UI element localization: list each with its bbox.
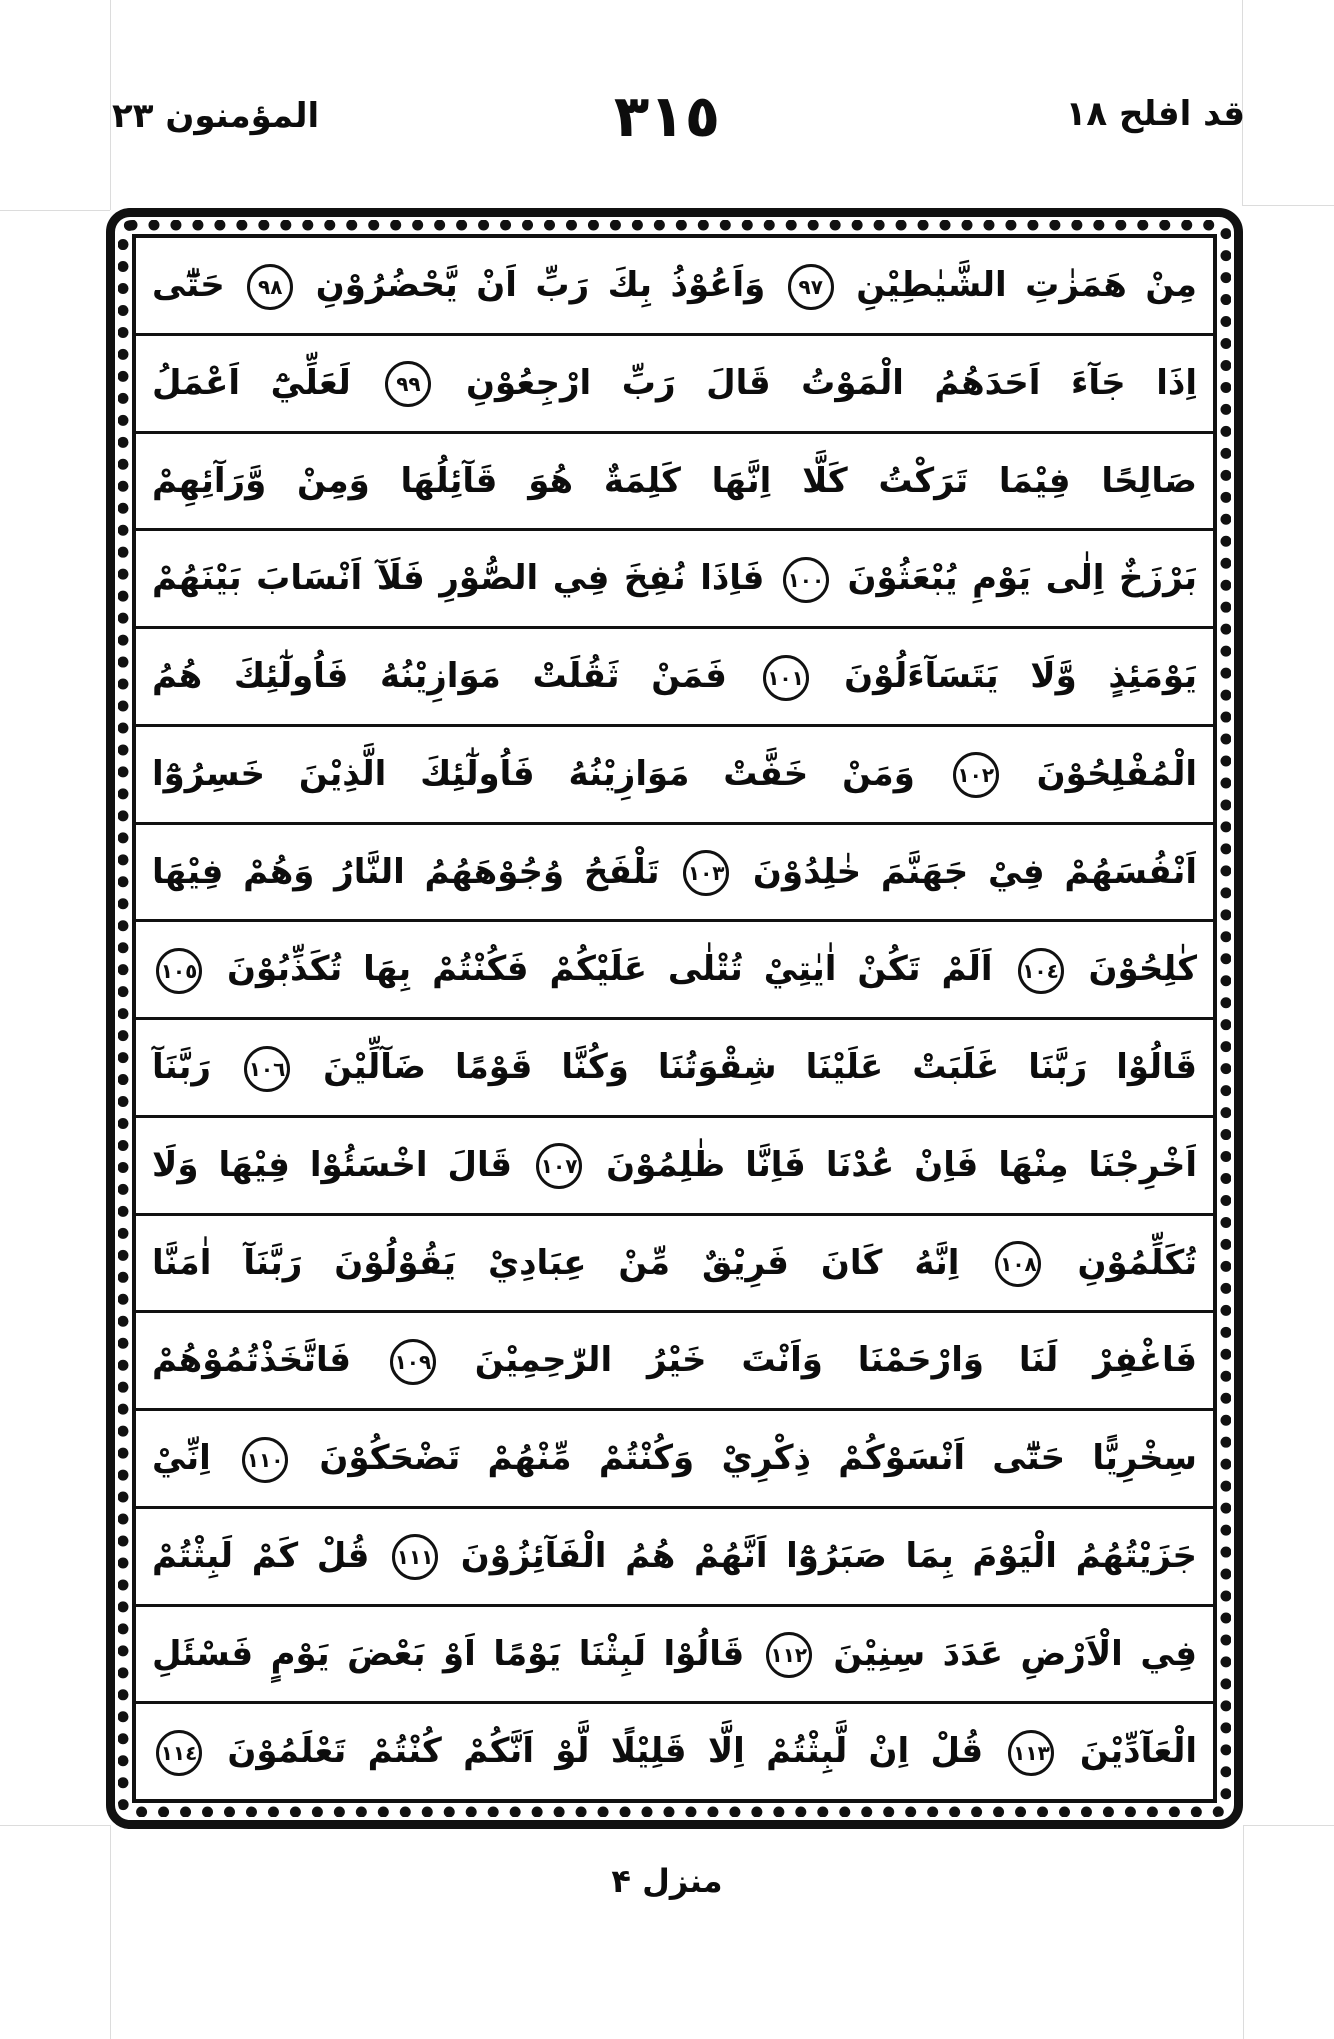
quran-line [136,1313,1213,1411]
fold-mark-bottom-right-v [1243,1825,1244,2039]
quran-text-segment: تُكَلِّمُوْنِ [1077,1242,1198,1283]
quran-line [136,531,1213,629]
ayah-number-marker: ١٠٣ [683,850,729,896]
page-frame [106,208,1243,1829]
quran-text-segment: الْمُفْلِحُوْنَ [1036,753,1198,794]
quran-line [136,1411,1213,1509]
quran-line [136,1607,1213,1705]
fold-mark-bottom-right-h [1243,1825,1334,1826]
quran-line [136,238,1213,336]
ayah-number-marker: ١٠٨ [995,1241,1041,1287]
quran-line [136,1020,1213,1118]
ayah-number-marker: ١١٢ [766,1632,812,1678]
beaded-border [118,220,1231,1817]
quran-line [136,629,1213,727]
ayah-number-marker: ١٠٥ [156,948,202,994]
quran-text-segment: تَلْفَحُ وُجُوْهَهُمُ النَّارُ وَهُمْ فِيْهَا [152,851,660,892]
quran-text-segment: اَلَمْ تَكُنْ اٰيٰتِيْ تُتْلٰى عَلَيْكُمْ فَكُنْتُمْ بِهَا تُكَذِّبُوْنَ [226,949,993,990]
quran-text-segment: فَاغْفِرْ لَنَا وَارْحَمْنَا وَاَنْتَ خَيْرُ الرّٰحِمِيْنَ [474,1340,1197,1381]
ayah-number-marker: ٩٩ [385,361,431,407]
ayah-number-marker: ١١٣ [1008,1730,1054,1776]
fold-mark-bottom-left-h [0,1825,110,1826]
ayah-number-marker: ١١٠ [242,1437,288,1483]
ayah-number-marker: ١١٤ [156,1730,202,1776]
ayah-number-marker: ١٠٩ [390,1339,436,1385]
quran-text-segment: اِذَا جَآءَ اَحَدَهُمُ الْمَوْتُ قَالَ رَبِّ ارْجِعُوْنِ [465,362,1197,403]
quran-lines [132,234,1217,1803]
quran-text-segment: اَخْرِجْنَا مِنْهَا فَاِنْ عُدْنَا فَاِنَّا ظٰلِمُوْنَ [606,1144,1197,1185]
quran-text-segment: رَبَّنَآ [152,1047,211,1087]
ayah-number-marker: ١٠٢ [953,752,999,798]
ayah-number-marker: ٩٧ [788,264,834,310]
quran-line [136,922,1213,1020]
ayah-number-marker: ١١١ [392,1534,438,1580]
quran-line [136,1509,1213,1607]
quran-text-segment: كٰلِحُوْنَ [1088,949,1197,990]
quran-text-segment: فَاِذَا نُفِخَ فِي الصُّوْرِ فَلَآ اَنْسَابَ بَيْنَهُمْ [152,558,765,599]
quran-line [136,727,1213,825]
quran-text-segment: قَالُوْا رَبَّنَا غَلَبَتْ عَلَيْنَا شِقْوَتُنَا وَكُنَّا قَوْمًا ضَآلِّيْنَ [323,1047,1197,1087]
quran-text-segment: قُلْ اِنْ لَّبِثْتُمْ اِلَّا قَلِيْلًا لَّوْ اَنَّكُمْ كُنْتُمْ تَعْلَمُوْنَ [227,1731,984,1772]
manzil-label: منزل ۴ [611,1862,723,1900]
quran-line [136,825,1213,923]
juz-name-label: قد افلح ١٨ [1065,94,1245,134]
ayah-number-marker: ١٠٤ [1018,948,1064,994]
fold-mark-bottom-left-v [110,1825,111,2039]
quran-text-segment: بَرْزَخٌ اِلٰى يَوْمِ يُبْعَثُوْنَ [847,558,1197,599]
quran-text-segment: فِي الْاَرْضِ عَدَدَ سِنِيْنَ [833,1633,1198,1674]
quran-text-segment: وَمَنْ خَفَّتْ مَوَازِيْنُهُ فَاُولٰٓئِكَ الَّذِيْنَ خَسِرُوْٓا [152,753,915,794]
ayah-number-marker: ١٠٧ [536,1143,582,1189]
ayah-number-marker: ٩٨ [247,264,293,310]
quran-text-segment: فَاتَّخَذْتُمُوْهُمْ [152,1340,352,1381]
quran-line [136,1118,1213,1216]
quran-line [136,1704,1213,1799]
quran-text-segment: الْعَآدِّيْنَ [1079,1731,1198,1772]
quran-text-segment: مِنْ هَمَزٰتِ الشَّيٰطِيْنِ [856,265,1197,305]
quran-line [136,1216,1213,1314]
quran-text-segment: لَعَلِّيْٓ اَعْمَلُ [152,362,351,403]
quran-text-segment: قَالُوْا لَبِثْنَا يَوْمًا اَوْ بَعْضَ يَوْمٍ فَسْئَلِ [152,1633,745,1674]
ayah-number-marker: ١٠٠ [783,557,829,603]
quran-text-segment: قَالَ اخْسَئُوْا فِيْهَا وَلَا [152,1144,513,1185]
quran-text-segment: يَوْمَئِذٍ وَّلَا يَتَسَآءَلُوْنَ [844,656,1197,696]
quran-text-segment: جَزَيْتُهُمُ الْيَوْمَ بِمَا صَبَرُوْٓا اَنَّهُمْ هُمُ الْفَآئِزُوْنَ [460,1535,1198,1576]
quran-text-segment: حَتّٰٓى [152,265,225,305]
quran-text-segment: اِنَّهُ كَانَ فَرِيْقٌ مِّنْ عِبَادِيْ يَقُوْلُوْنَ رَبَّنَآ اٰمَنَّا [152,1242,960,1283]
quran-text-segment: صَالِحًا فِيْمَا تَرَكْتُ كَلَّا اِنَّهَا كَلِمَةٌ هُوَ قَآئِلُهَا وَمِنْ وَّرَآئِهِمْ [152,460,1197,501]
surah-name-label: المؤمنون ٢٣ [112,96,320,136]
quran-text-segment: سِخْرِيًّا حَتّٰٓى اَنْسَوْكُمْ ذِكْرِيْ وَكُنْتُمْ مِّنْهُمْ تَضْحَكُوْنَ [319,1438,1197,1478]
ayah-number-marker: ١٠١ [763,655,809,701]
quran-text-segment: وَاَعُوْذُ بِكَ رَبِّ اَنْ يَّحْضُرُوْنِ [315,265,766,305]
quran-line [136,336,1213,434]
quran-text-segment: اَنْفُسَهُمْ فِيْ جَهَنَّمَ خٰلِدُوْنَ [752,851,1197,892]
page-number: ٣١٥ [613,82,721,150]
quran-text-segment: فَمَنْ ثَقُلَتْ مَوَازِيْنُهُ فَاُولٰٓئِكَ هُمُ [152,656,727,696]
quran-line [136,434,1213,532]
quran-text-segment: اِنِّيْ [152,1438,211,1478]
fold-mark-top-left-h [0,210,110,211]
ayah-number-marker: ١٠٦ [244,1046,290,1092]
fold-mark-top-right-h [1242,205,1334,206]
quran-text-segment: قُلْ كَمْ لَبِثْتُمْ [152,1535,370,1576]
